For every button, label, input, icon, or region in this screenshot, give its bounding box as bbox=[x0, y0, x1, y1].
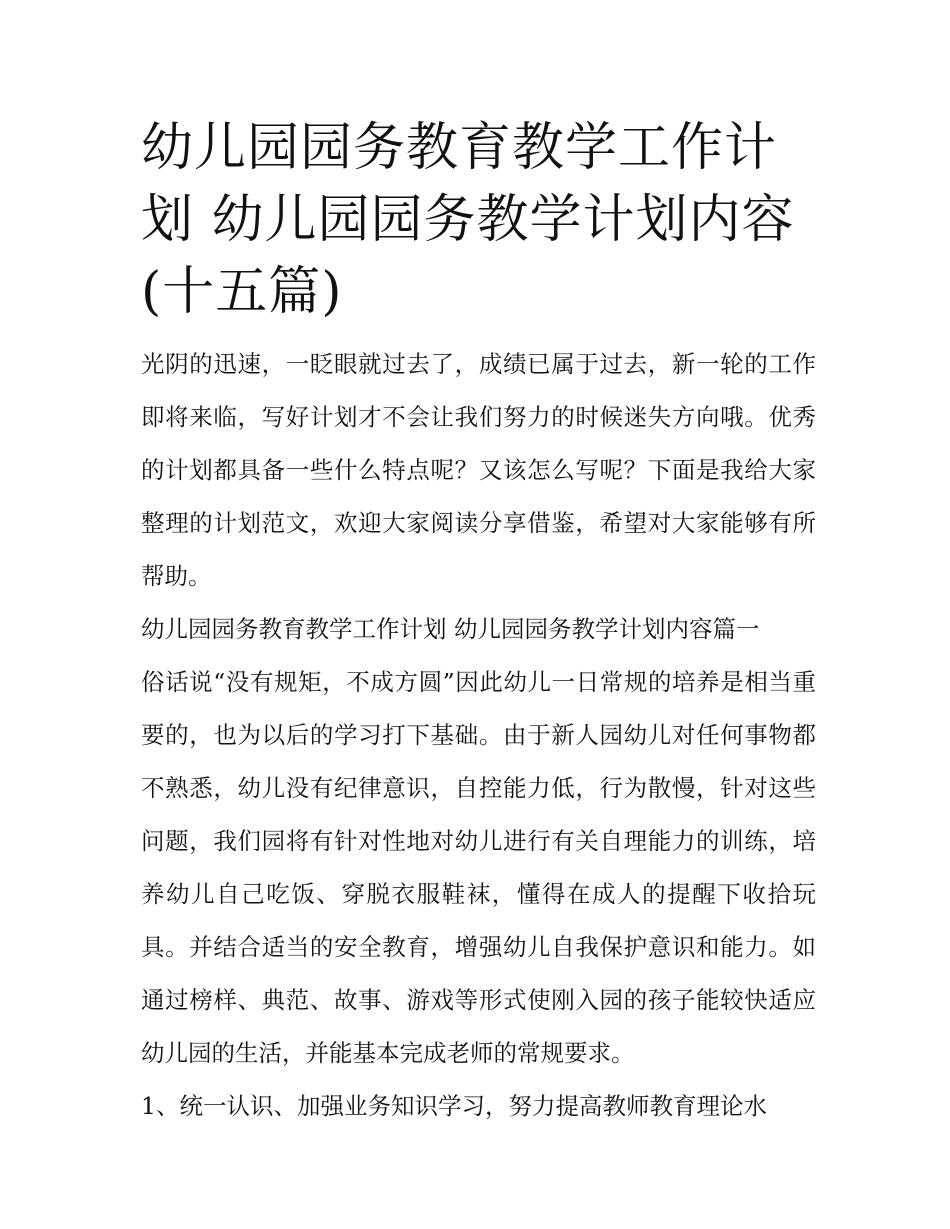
intro-paragraph: 光阴的迅速，一眨眼就过去了，成绩已属于过去，新一轮的工作即将来临，写好计划才不会让我们努力的时候迷失方向哦。优秀的计划都具备一些什么特点呢？又该怎么写呢？下面是我给大家整理的计划范文，欢迎大家阅读分享借鉴，希望对大家能够有所帮助。 bbox=[141, 350, 816, 590]
list-item-1: 1、统一认识、加强业务知识学习，努力提高教师教育理论水 bbox=[141, 1092, 767, 1120]
document-title: 幼儿园园务教育教学工作计划 幼儿园园务教学计划内容(十五篇) bbox=[141, 118, 795, 322]
document-body bbox=[141, 338, 816, 1133]
section-heading: 幼儿园园务教育教学工作计划 幼儿园园务教学计划内容篇一 bbox=[141, 615, 760, 643]
body-paragraph: 俗话说“没有规矩，不成方圆”因此幼儿一日常规的培养是相当重要的，也为以后的学习打下基础。由于新人园幼儿对任何事物都不熟悉，幼儿没有纪律意识，自控能力低，行为散慢，针对这些问题，我们园将有针对性地对幼儿进行有关自理能力的训练，培养幼儿自己吃饭、穿脱衣服鞋袜，懂得在成人的提醒下收拾玩具。并结合适当的安全教育，增强幼儿自我保护意识和能力。如通过榜样、典范、故事、游戏等形式使刚入园的孩子能较快适应幼儿园的生活，并能基本完成老师的常规要求。 bbox=[141, 668, 816, 1067]
document-page bbox=[141, 112, 816, 1133]
